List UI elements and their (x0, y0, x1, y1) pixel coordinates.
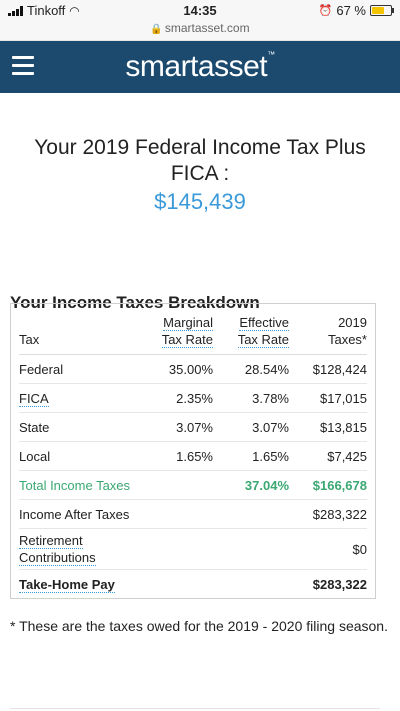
table-header-row (19, 304, 367, 355)
table-row-retirement (19, 529, 367, 570)
col-marginal-rate[interactable] (137, 304, 213, 355)
col-tax: Tax (19, 304, 137, 355)
url-text: smartasset.com (164, 21, 250, 35)
table-row-state (19, 413, 367, 442)
row-marginal: 3.07% (137, 413, 213, 442)
row-taxes: $13,815 (289, 413, 367, 442)
row-taxes: $17,015 (289, 384, 367, 413)
lock-icon: 🔒 (150, 24, 163, 35)
alarm-icon: ⏰ (318, 5, 333, 17)
row-name: Federal (19, 355, 137, 384)
table-row-fica (19, 384, 367, 413)
retirement-value: $0 (289, 529, 367, 570)
page-title: Your 2019 Federal Income Tax Plus FICA : (34, 136, 366, 185)
total-label: Total Income Taxes (19, 471, 137, 500)
bottom-divider (10, 708, 380, 709)
battery-icon (370, 5, 392, 16)
table-row-after-taxes (19, 500, 367, 529)
table-row-federal (19, 355, 367, 384)
col-taxes-line2: Taxes* (327, 332, 367, 347)
breakdown-heading: Your Income Taxes Breakdown (10, 293, 260, 312)
row-effective: 28.54% (213, 355, 289, 384)
status-right (319, 3, 392, 18)
retirement-label[interactable] (19, 529, 289, 570)
battery-percent: 67 % (336, 3, 366, 18)
col-effective-line1: Effective (239, 315, 289, 330)
total-tax-amount: $145,439 (154, 189, 246, 214)
carrier-name: Tinkoff (27, 3, 66, 18)
table-row-take-home (19, 570, 367, 599)
after-taxes-value: $283,322 (289, 500, 367, 529)
row-marginal: 35.00% (137, 355, 213, 384)
table-row-total (19, 471, 367, 500)
footnote: * These are the taxes owed for the 2019 - 2020 filing season. (10, 618, 388, 634)
row-effective: 1.65% (213, 442, 289, 471)
site-header (0, 41, 400, 93)
col-2019-taxes (289, 304, 367, 355)
address-bar[interactable] (0, 21, 400, 35)
wifi-icon: ◠ (69, 3, 80, 18)
row-taxes: $7,425 (289, 442, 367, 471)
total-effective: 37.04% (213, 471, 289, 500)
row-effective: 3.07% (213, 413, 289, 442)
take-home-label[interactable] (19, 570, 289, 599)
logo-text: smartasset (125, 50, 268, 83)
col-effective-line2: Tax Rate (237, 332, 289, 347)
total-taxes: $166,678 (289, 471, 367, 500)
after-taxes-label: Income After Taxes (19, 500, 289, 529)
total-marginal-empty (137, 471, 213, 500)
retirement-line1: Retirement (19, 533, 83, 548)
take-home-value: $283,322 (312, 576, 367, 592)
col-taxes-line1: 2019 (338, 315, 367, 330)
trademark-mark: ™ (267, 50, 275, 59)
col-marginal-line2: Tax Rate (161, 332, 213, 347)
row-marginal: 1.65% (137, 442, 213, 471)
row-effective: 3.78% (213, 384, 289, 413)
table-row-local (19, 442, 367, 471)
row-taxes: $128,424 (289, 355, 367, 384)
summary-section (0, 135, 400, 215)
fica-link[interactable]: FICA (19, 390, 49, 406)
row-marginal: 2.35% (137, 384, 213, 413)
smartasset-logo[interactable] (0, 50, 400, 84)
take-home-link[interactable]: Take-Home Pay (19, 576, 115, 592)
status-bar (0, 0, 400, 41)
status-time: 14:35 (183, 3, 217, 18)
col-effective-rate[interactable] (213, 304, 289, 355)
row-name-fica[interactable] (19, 384, 137, 413)
col-marginal-line1: Marginal (163, 315, 213, 330)
tax-breakdown-table (10, 303, 376, 599)
retirement-line2: Contributions (19, 550, 96, 565)
row-name: State (19, 413, 137, 442)
row-name: Local (19, 442, 137, 471)
